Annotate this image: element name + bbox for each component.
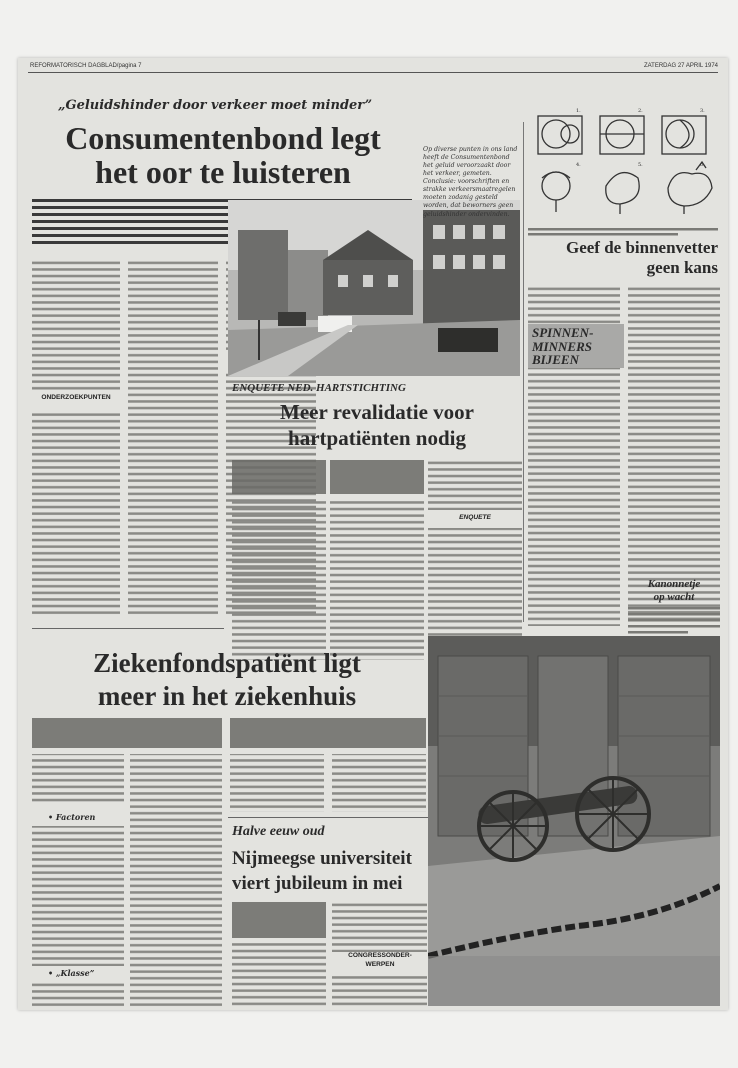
kanonnetje-title-line2: op wacht (653, 590, 695, 603)
article4-subhead-line1: CONGRESSONDER- (348, 952, 412, 959)
article5-headline-line2: geen kans (646, 257, 718, 277)
article5-feature-title (532, 326, 593, 367)
article5-headline-line1: Geef de binnenvetter (565, 238, 718, 257)
diagram-number-5: 5. (638, 162, 643, 168)
article1-subhead-onderzoekpunten: ONDERZOEKPUNTEN (41, 394, 111, 401)
publication-label: REFORMATORISCH DAGBLAD/pagina 7 (30, 63, 142, 69)
article5-headline (528, 238, 718, 277)
kanonnetje-title (628, 578, 720, 603)
street-scene-photo (228, 200, 520, 376)
cannon-photo (428, 636, 720, 1006)
column-divider-right (523, 122, 524, 622)
feature-title-line1: SPINNEN- (532, 325, 594, 340)
article4-headline-line2: viert jubileum in mei (232, 873, 403, 894)
article2-headline-line2: hartpatiënten nodig (288, 426, 466, 450)
article2-body-text (232, 460, 522, 660)
article3-subhead-klasse: • „Klasse” (48, 968, 95, 978)
article1-headline-line2: het oor te luisteren (95, 154, 351, 190)
diagram-number-1: 1. (576, 108, 581, 114)
street-photo-caption: Op diverse punten in ons land heeft de Consumentenbond het geluid veroorzaakt door het verkeer, gemeten. Conclusie: voorschriften en strakke verkeersmaatregelen moeten zodanig gesteld worden, dat beworners geen geluidshinder ondervinden. (423, 146, 518, 218)
article3-top-rule (32, 628, 224, 629)
article3-headline-line2: meer in het ziekenhuis (97, 681, 357, 711)
article2-headline-line1: Meer revalidatie voor (280, 400, 474, 424)
article2-body (232, 460, 522, 660)
article2-label: ENQUETE NED. HARTSTICHTING (232, 382, 406, 394)
feature-title-line2: MINNERS (532, 338, 592, 354)
article4-top-rule (228, 817, 428, 818)
article3-subhead-factoren: • Factoren (48, 812, 96, 822)
article4-headline-line1: Nijmeegse universiteit (232, 848, 412, 869)
article3-headline-line1: Ziekenfondspatiënt ligt (93, 648, 361, 678)
kanonnetje-title-line1: Kanonnetje (647, 578, 701, 590)
article4-kicker: Halve eeuw oud (232, 824, 325, 839)
diagram-number-6: 6. (700, 162, 705, 168)
article1-kicker: „Geluidshinder door verkeer moet minder” (58, 98, 373, 113)
article4-subhead-line2: WERPEN (365, 961, 395, 968)
article1-headline-line1: Consumentenbond legt (65, 120, 381, 156)
diagram-step-numbers (528, 108, 720, 218)
header-rule (28, 72, 718, 73)
kanonnetje-text (628, 606, 720, 636)
newspaper-page (18, 58, 728, 1010)
issue-date: ZATERDAG 27 APRIL 1974 (643, 63, 718, 69)
diagram-number-2: 2. (638, 108, 643, 114)
diagram-caption-text (528, 227, 720, 237)
kanonnetje-text-lines (628, 606, 720, 636)
diagram-number-4: 4. (576, 162, 581, 168)
article2-subhead-enquete: ENQUETE (459, 514, 491, 521)
feature-title-line3: BIJEEN (532, 352, 579, 368)
diagram-caption (528, 222, 720, 232)
diagram-number-3: 3. (700, 108, 705, 114)
